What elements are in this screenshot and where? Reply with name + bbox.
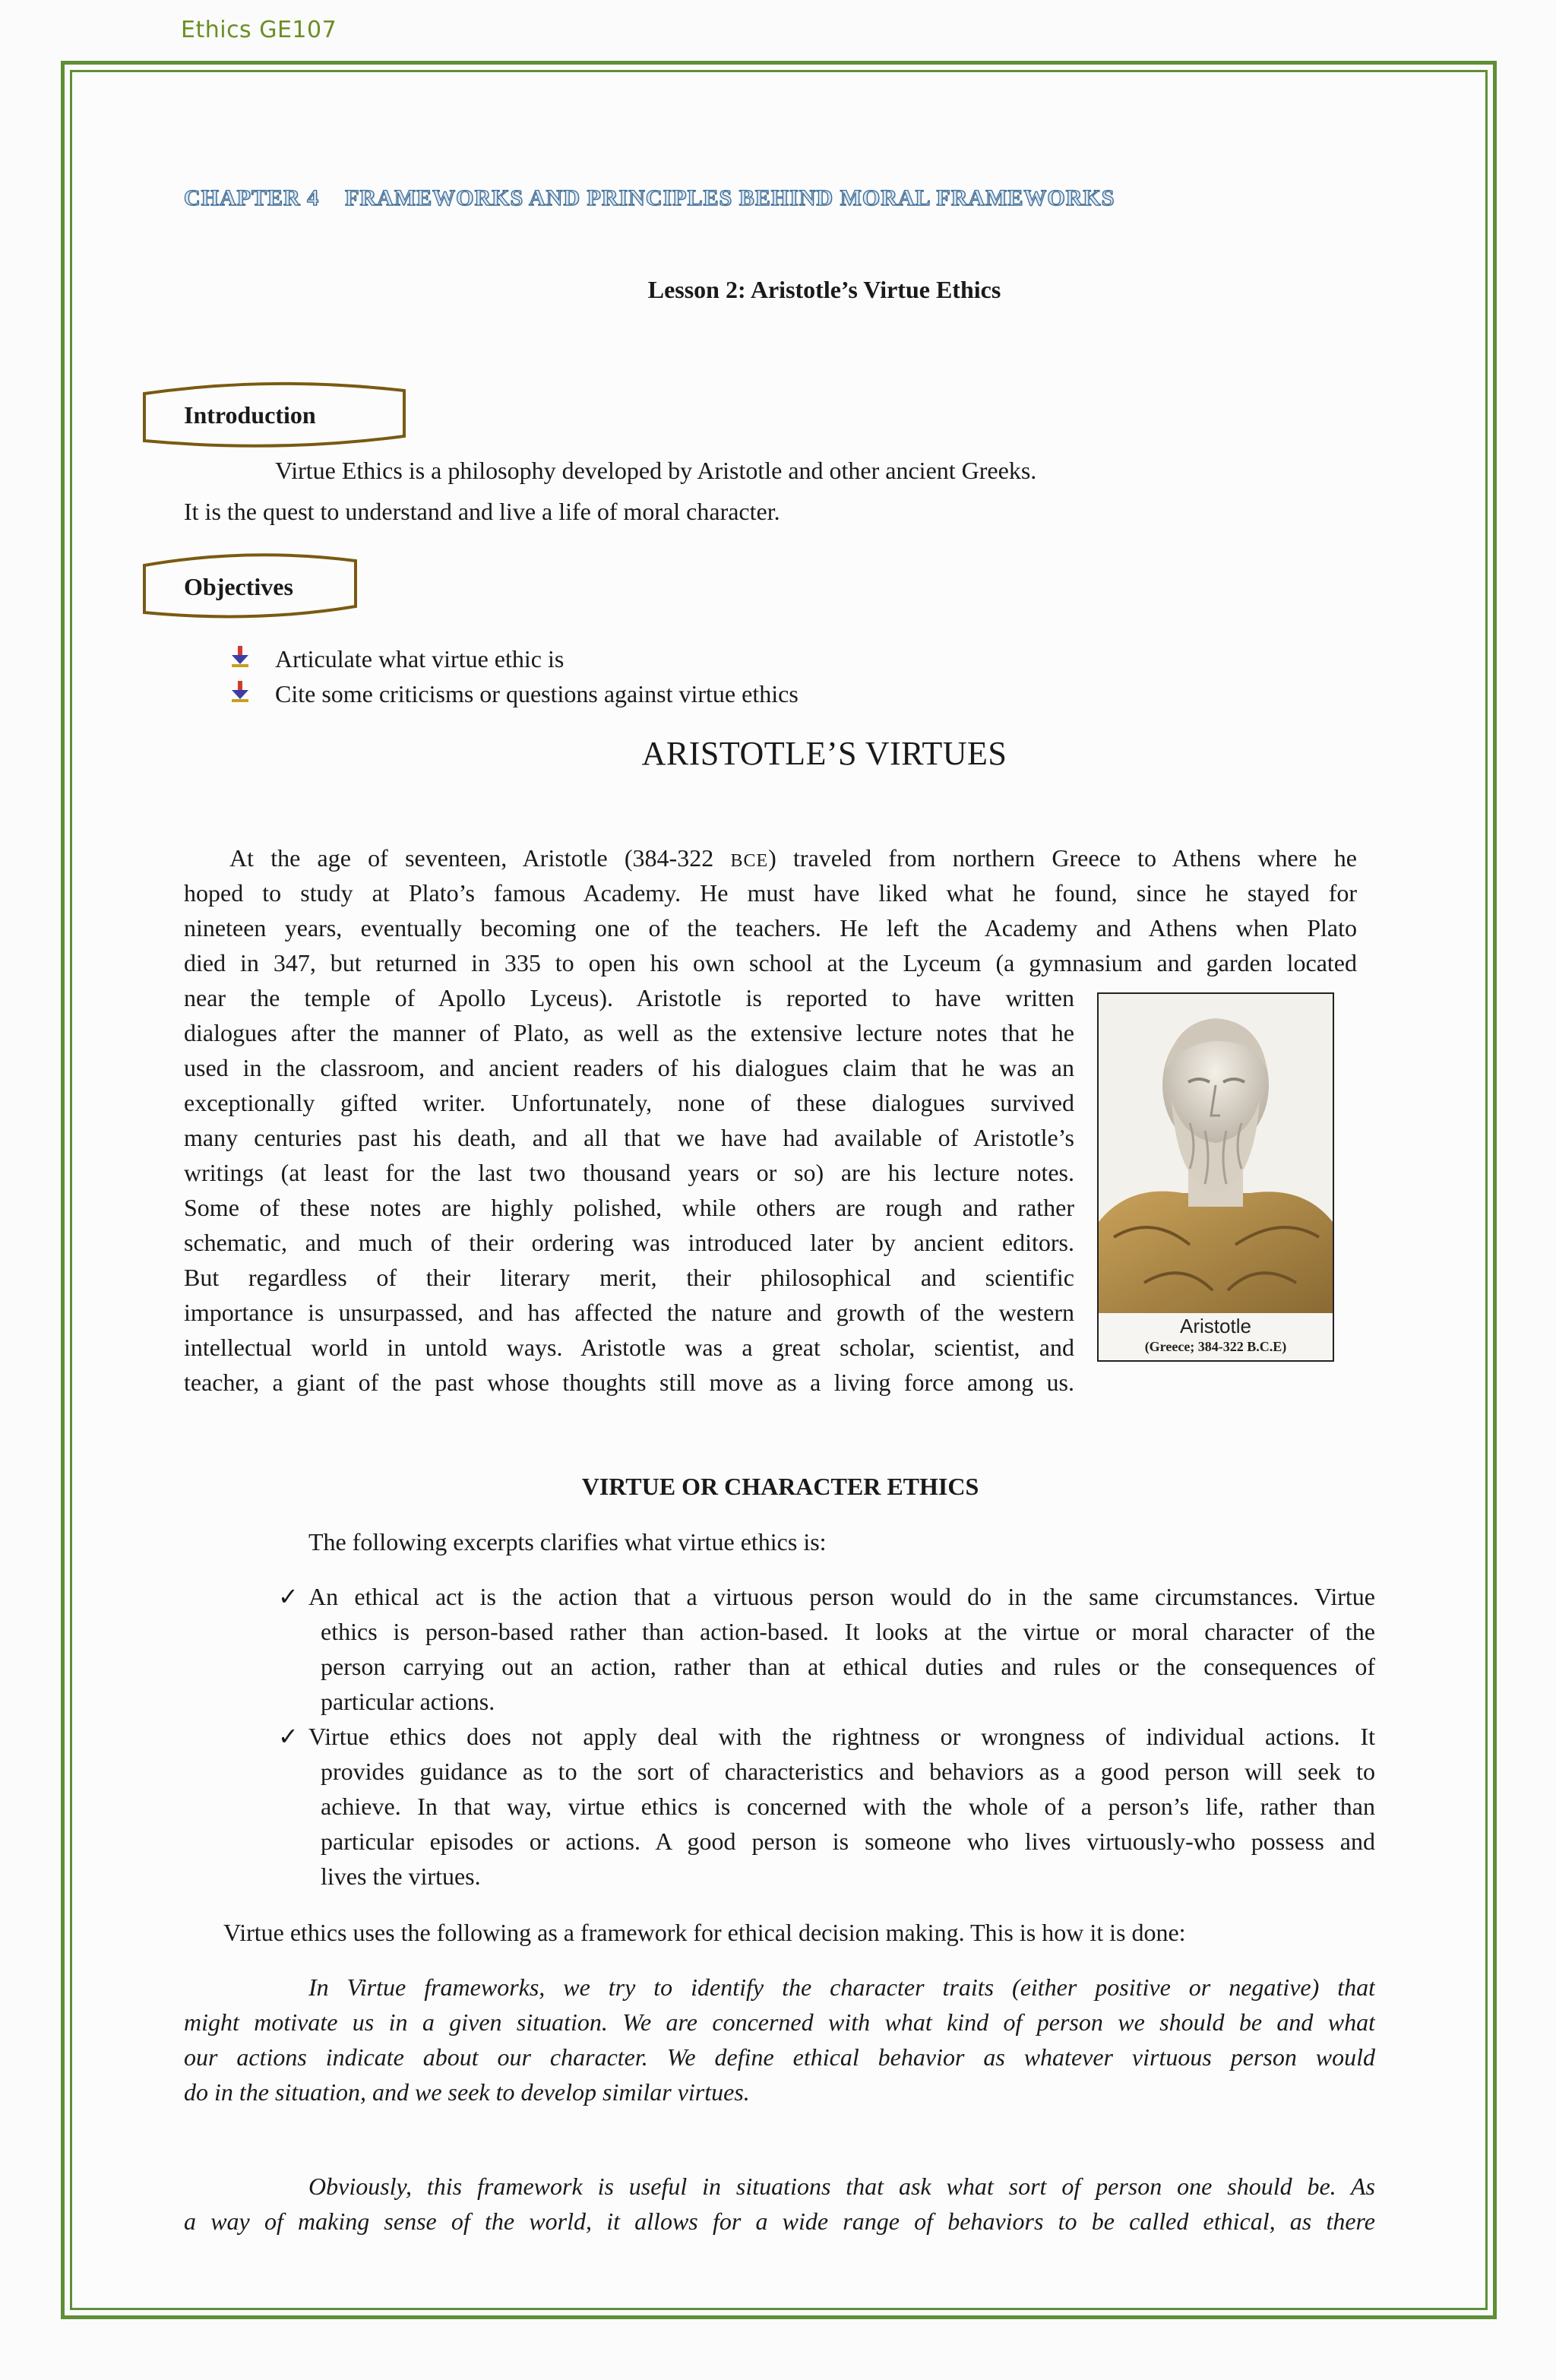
bio-line: intellectual world in untold ways. Aristotle was a great scholar, scientist, and (184, 1334, 1074, 1361)
objective-item-2: Cite some criticisms or questions against virtue ethics (275, 680, 799, 707)
bio-line: But regardless of their literary merit, their philosophical and scientific (184, 1264, 1074, 1291)
bio-line: died in 347, but returned in 335 to open his own school at the Lyceum (a gymnasium and garden located (184, 949, 1357, 976)
intro-line-2: It is the quest to understand and live a life of moral character. (184, 498, 780, 525)
bio-line: Some of these notes are highly polished, while others are rough and rather (184, 1194, 1074, 1221)
bio-line: teacher, a giant of the past whose thoughts still move as a living force among us. (184, 1369, 1074, 1396)
bio-line: schematic, and much of their ordering was introduced later by ancient editors. (184, 1229, 1074, 1256)
framework-intro: Virtue ethics uses the following as a framework for ethical decision making. This is how it is done: (223, 1919, 1186, 1946)
arrow-down-icon (230, 681, 250, 704)
main-title: ARISTOTLE’S VIRTUES (641, 735, 1007, 772)
check-item-2: Virtue ethics does not apply deal with the rightness or wrongness of individual actions. It (308, 1723, 1375, 1750)
check-item-1-rest: ethics is person-based rather than action-based. It looks at the virtue or moral character of the person carrying out an action, rather than at ethical duties and rules or the consequences of particular actions. (321, 1618, 1375, 1715)
portrait-subcaption: (Greece; 384-322 B.C.E) (1144, 1339, 1287, 1354)
bio-paragraph-wrapped (184, 980, 1074, 1400)
bio-line: dialogues after the manner of Plato, as well as the extensive lecture notes that he (184, 1019, 1074, 1046)
lesson-title: Lesson 2: Aristotle’s Virtue Ethics (647, 276, 1001, 303)
bio-line-1: At the age of seventeen, Aristotle (384-322 BCE) traveled from northern Greece to Athens where he (229, 844, 1357, 872)
checkmark-icon: ✓ (278, 1583, 299, 1610)
bio-line: exceptionally gifted writer. Unfortunately, none of these dialogues survived (184, 1089, 1074, 1116)
aristotle-portrait (1097, 992, 1334, 1362)
chapter-heading: CHAPTER 4 FRAMEWORKS AND PRINCIPLES BEHIND MORAL FRAMEWORKS (184, 185, 1115, 210)
checkmark-icon: ✓ (278, 1723, 299, 1750)
italic-paragraph-1: In Virtue frameworks, we try to identify the character traits (either positive or negative) that might motivate us in a given situation. We are concerned with what kind of person we should be and what our actions indicate about our character. We define ethical behavior as whatever virtuous person would do in the situation, and we seek to develop similar virtues. (184, 1973, 1375, 2106)
bust-image (1099, 994, 1333, 1360)
italic-paragraph-2: Obviously, this framework is useful in situations that ask what sort of person one should be. As a way of making sense of the world, it allows for a wide range of behaviors to be called ethical, as there (184, 2173, 1375, 2235)
portrait-caption: Aristotle (1180, 1315, 1251, 1337)
bio-line: near the temple of Apollo Lyceus). Aristotle is reported to have written (184, 984, 1074, 1011)
bio-line: importance is unsurpassed, and has affected the nature and growth of the western (184, 1299, 1074, 1326)
section-title: VIRTUE OR CHARACTER ETHICS (581, 1473, 979, 1500)
bio-paragraph-top (184, 840, 1357, 980)
check-item-2-rest: provides guidance as to the sort of characteristics and behaviors as a good person will seek to achieve. In that way, virtue ethics is concerned with the whole of a person’s life, rather than particular episodes or actions. A good person is someone who lives virtuously-who possess and lives the virtues. (321, 1758, 1375, 1890)
objective-item-1: Articulate what virtue ethic is (275, 645, 565, 673)
bio-line: writings (at least for the last two thousand years or so) are his lecture notes. (184, 1159, 1074, 1186)
intro-line-1: Virtue Ethics is a philosophy developed by Aristotle and other ancient Greeks. (275, 457, 1037, 484)
objectives-label: Objectives (184, 573, 293, 600)
course-header: Ethics GE107 (181, 17, 337, 43)
introduction-label: Introduction (184, 401, 316, 429)
bio-line: many centuries past his death, and all that we have had available of Aristotle’s (184, 1124, 1074, 1151)
bio-line: used in the classroom, and ancient readers of his dialogues claim that he was an (184, 1054, 1074, 1081)
arrow-down-icon (230, 646, 250, 669)
bio-line: nineteen years, eventually becoming one of the teachers. He left the Academy and Athens when Plato (184, 914, 1357, 942)
bio-line: hoped to study at Plato’s famous Academy. He must have liked what he found, since he stayed for (184, 879, 1357, 907)
check-item-1: An ethical act is the action that a virtuous person would do in the same circumstances. Virtue (308, 1583, 1375, 1610)
section-intro: The following excerpts clarifies what virtue ethics is: (308, 1528, 827, 1556)
